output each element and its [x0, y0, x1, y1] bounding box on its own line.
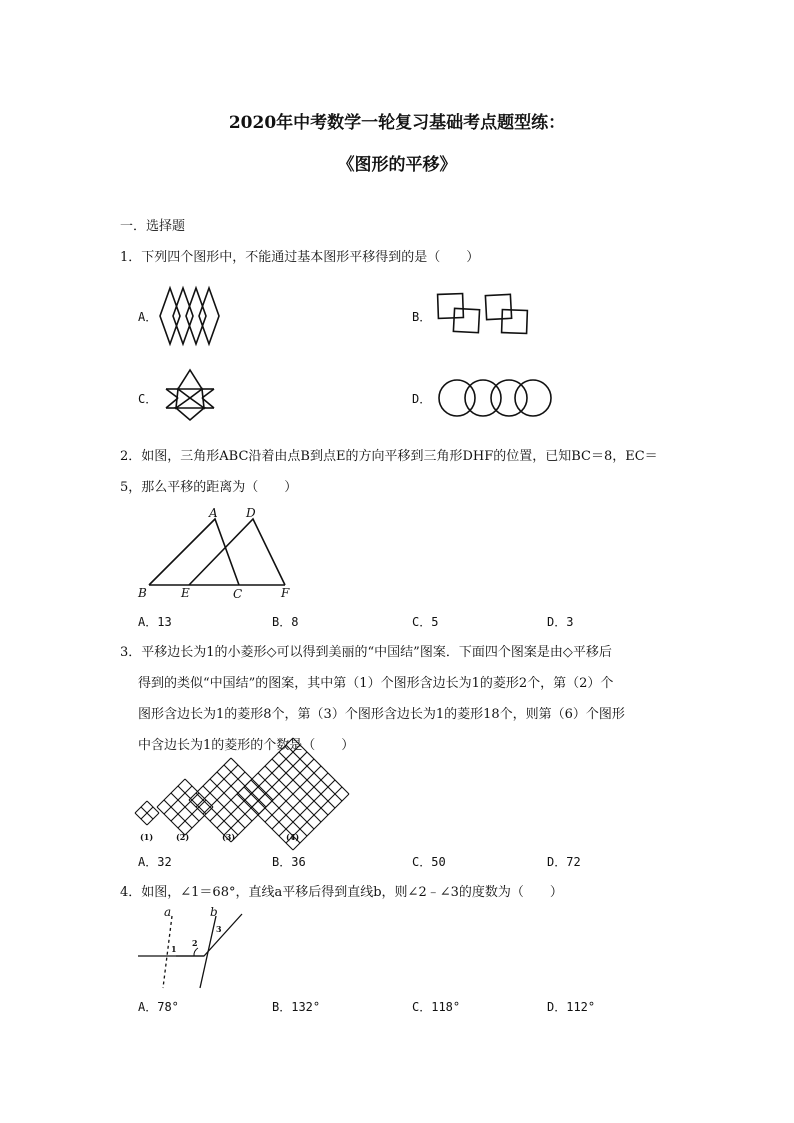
q3-option-a: A．32	[138, 855, 172, 869]
q2-label-f: F	[281, 586, 290, 600]
q1-option-b-label: B．	[412, 310, 432, 324]
question-3-stem-line2: 得到的类似“中国结”的图案，其中第（1）个图形含边长为1的菱形2个，第（2）个	[138, 676, 614, 691]
q4-angle-3: 3	[216, 924, 222, 934]
q4-label-a: a	[164, 905, 172, 919]
q4-option-a: A．78°	[138, 1000, 179, 1014]
q1-option-d-label: D．	[412, 392, 432, 406]
q4-option-c: C．118°	[412, 1000, 461, 1014]
q3-option-c: C．50	[412, 855, 446, 869]
q4-label-b: b	[210, 905, 218, 919]
q1-option-b-figure	[432, 292, 532, 337]
question-2-stem-line1: 2．如图，三角形ABC沿着由点B到点E的方向平移到三角形DHF的位置，已知BC＝8，EC＝	[120, 449, 658, 464]
page-subtitle: 《图形的平移》	[337, 155, 457, 175]
q4-option-d: D．112°	[547, 1000, 596, 1014]
q3-label-2: (2)	[176, 832, 190, 842]
q4-option-b: B．132°	[272, 1000, 321, 1014]
question-3-stem-line1: 3．平移边长为1的小菱形◇可以得到美丽的“中国结”图案．下面四个图案是由◇平移后	[120, 645, 612, 660]
page-title: 2020年中考数学一轮复习基础考点题型练：	[228, 113, 566, 133]
q2-label-d: D	[246, 506, 256, 520]
q4-angle-2: 2	[192, 938, 198, 948]
question-3-stem-line4: 中含边长为1的菱形的个数是（ ）	[138, 738, 355, 753]
q3-label-3: (3)	[222, 832, 236, 842]
q3-label-4: (4)	[286, 832, 300, 842]
q2-triangle-figure	[135, 505, 295, 600]
q3-pattern-figure	[130, 765, 340, 845]
question-3-stem-line3: 图形含边长为1的菱形8个，第（3）个图形含边长为1的菱形18个，则第（6）个图形	[138, 707, 625, 722]
question-4-stem: 4．如图，∠1＝68°，直线a平移后得到直线b，则∠2﹣∠3的度数为（ ）	[120, 885, 563, 900]
q4-parallel-lines-figure	[136, 906, 246, 990]
q3-label-1: (1)	[140, 832, 154, 842]
q2-option-d: D．3	[547, 615, 574, 629]
q2-label-e: E	[181, 586, 190, 600]
q3-option-b: B．36	[272, 855, 306, 869]
q2-label-c: C	[233, 587, 243, 601]
question-1-stem: 1．下列四个图形中，不能通过基本图形平移得到的是（ ）	[120, 250, 480, 265]
q1-option-a-figure	[160, 286, 230, 346]
q2-option-a: A．13	[138, 615, 172, 629]
q2-label-b: B	[138, 586, 147, 600]
q1-option-d-figure	[437, 378, 553, 418]
q1-option-c-label: C．	[138, 392, 158, 406]
q1-option-c-figure	[164, 368, 220, 424]
q2-option-b: B．8	[272, 615, 299, 629]
q2-option-c: C．5	[412, 615, 439, 629]
question-2-stem-line2: 5，那么平移的距离为（ ）	[120, 480, 298, 495]
q3-option-d: D．72	[547, 855, 581, 869]
q2-label-a: A	[209, 506, 218, 520]
q1-option-a-label: A．	[138, 310, 158, 324]
section-heading: 一．选择题	[120, 219, 186, 234]
q4-angle-1: 1	[171, 944, 177, 954]
